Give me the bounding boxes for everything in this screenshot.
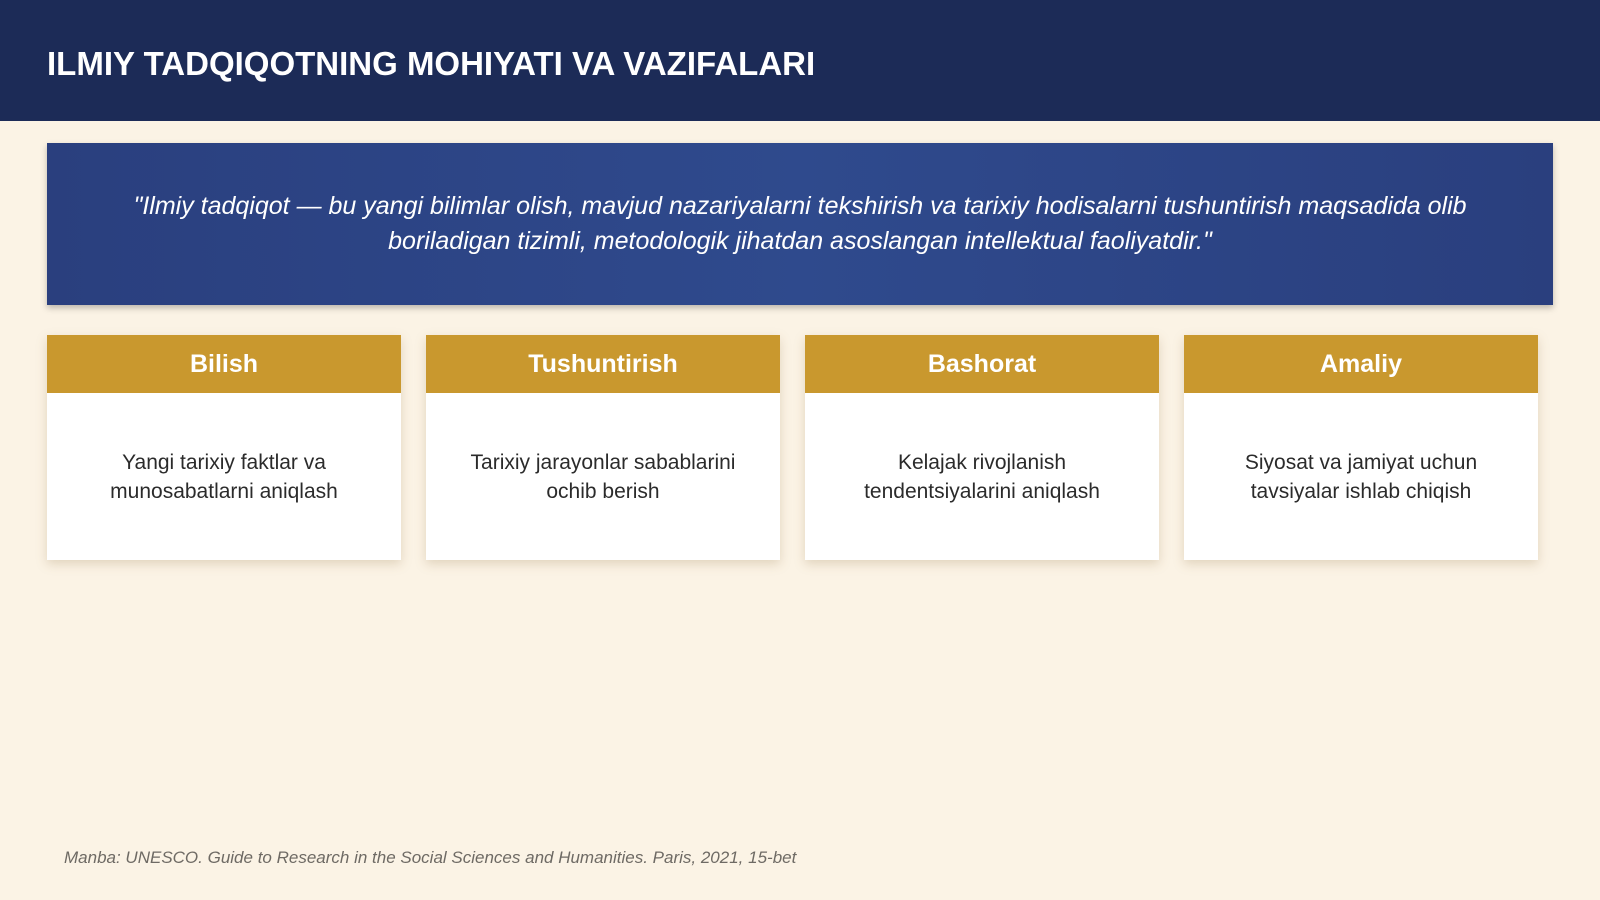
card-bashorat <box>805 335 1159 560</box>
card-text: Kelajak rivojlanish tendentsiyalarini aniqlash <box>864 450 1100 503</box>
card-amaliy <box>1184 335 1538 560</box>
card-title: Bilish <box>47 335 401 393</box>
definition-quote-box <box>47 143 1553 305</box>
card-title: Tushuntirish <box>426 335 780 393</box>
slide-header <box>0 0 1600 121</box>
source-citation: Manba: UNESCO. Guide to Research in the Social Sciences and Humanities. Paris, 2021, 15-bet <box>64 848 797 867</box>
function-cards <box>47 335 1539 560</box>
definition-quote: "Ilmiy tadqiqot — bu yangi bilimlar olish, mavjud nazariyalarni tekshirish va tarixiy hodisalarni tushuntirish maqsadida olib boriladigan tizimli, metodologik jihatdan asoslangan intellektual faoliyatdir." <box>133 192 1467 255</box>
slide-title: ILMIY TADQIQOTNING MOHIYATI VA VAZIFALARI <box>47 45 816 82</box>
card-title: Amaliy <box>1184 335 1538 393</box>
card-text: Tarixiy jarayonlar sabablarini ochib berish <box>470 450 736 503</box>
card-tushuntirish <box>426 335 780 560</box>
card-text: Yangi tarixiy faktlar va munosabatlarni aniqlash <box>110 450 338 503</box>
card-bilish <box>47 335 401 560</box>
card-text: Siyosat va jamiyat uchun tavsiyalar ishlab chiqish <box>1244 450 1478 503</box>
card-title: Bashorat <box>805 335 1159 393</box>
